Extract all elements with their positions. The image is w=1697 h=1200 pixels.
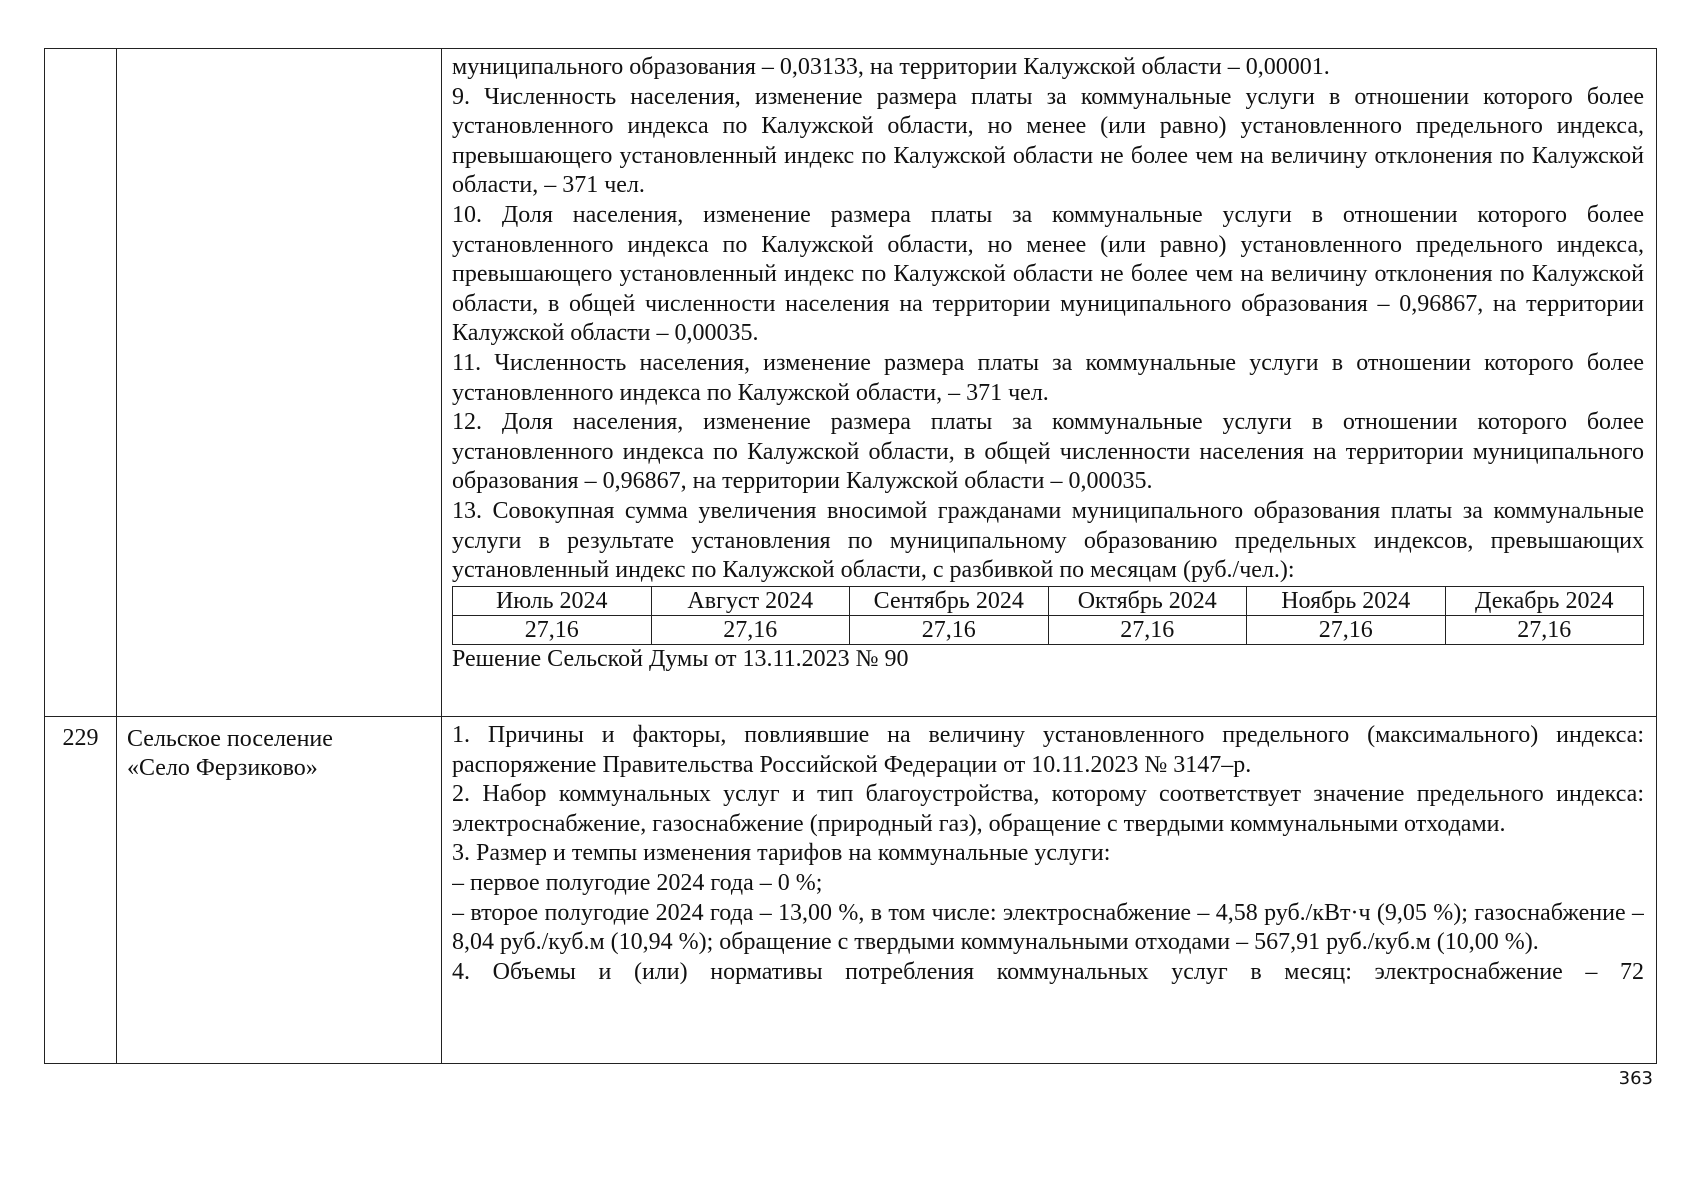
row-number-cell <box>45 49 117 717</box>
table-row <box>45 49 1657 717</box>
row-name-cell <box>117 717 442 1064</box>
month-cell: Декабрь 2024 <box>1445 586 1644 615</box>
month-cell: Октябрь 2024 <box>1048 586 1247 615</box>
value-cell: 27,16 <box>651 615 850 644</box>
paragraph: 9. Численность населения, изменение размера платы за коммунальные услуги в отношении которого более установленного индекса по Калужской области, но менее (или равно) установленного предельного индекса, превышающего установленный индекс по Калужской области не более чем на величину отклонения по Калужской области, – 371 чел. <box>452 83 1644 199</box>
value-cell: 27,16 <box>1247 615 1446 644</box>
content-clip <box>452 721 1644 1063</box>
paragraph: – второе полугодие 2024 года – 13,00 %, в том числе: электроснабжение – 4,58 руб./кВт·ч (9,05 %); газоснабжение – 8,04 руб./куб.м (10,94 %); обращение с твердыми коммунальными отходами – 567,91 руб./куб.м (10,00 %). <box>452 899 1644 956</box>
paragraph: 2. Набор коммунальных услуг и тип благоустройства, которому соответствует значение предельного индекса: электроснабжение, газоснабжение (природный газ), обращение с твердыми коммунальными отходами. <box>452 781 1644 837</box>
paragraph: 11. Численность населения, изменение размера платы за коммунальные услуги в отношении которого более установленного индекса по Калужской области, – 371 чел. <box>452 349 1644 406</box>
monthly-amounts-table <box>452 586 1644 645</box>
paragraph: 3. Размер и темпы изменения тарифов на коммунальные услуги: <box>452 840 1111 867</box>
row-name-cell <box>117 49 442 717</box>
value-cell: 27,16 <box>850 615 1049 644</box>
paragraph: 12. Доля населения, изменение размера платы за коммунальные услуги в отношении которого более установленного индекса по Калужской области, в общей численности населения на территории муниципального образования – 0,96867, на территории Калужской области – 0,00035. <box>452 409 1644 495</box>
value-cell: 27,16 <box>453 615 652 644</box>
row-number-cell: 229 <box>45 717 117 1064</box>
month-cell: Ноябрь 2024 <box>1247 586 1446 615</box>
settlement-name-line: Сельское поселение <box>127 726 333 752</box>
months-header-row <box>453 586 1644 615</box>
document-table <box>44 48 1657 1064</box>
paragraph: – первое полугодие 2024 года – 0 %; <box>452 869 823 896</box>
month-cell: Июль 2024 <box>453 586 652 615</box>
row-content-cell <box>442 49 1657 717</box>
paragraph: 4. Объемы и (или) нормативы потребления коммунальных услуг в месяц: электроснабжение – 72 <box>452 958 1644 985</box>
months-value-row <box>453 615 1644 644</box>
paragraph: 1. Причины и факторы, повлиявшие на величину установленного предельного (максимального) индекса: распоряжение Правительства Российской Федерации от 10.11.2023 № 3147–р. <box>452 722 1644 778</box>
decision-reference: Решение Сельской Думы от 13.11.2023 № 90 <box>452 645 909 672</box>
paragraph: 13. Совокупная сумма увеличения вносимой гражданами муниципального образования платы за коммунальные услуги в результате установления по муниципальному образованию предельных индексов, превышающих установленный индекс по Калужской области, с разбивкой по месяцам (руб./чел.): <box>452 497 1644 584</box>
value-cell: 27,16 <box>1445 615 1644 644</box>
value-cell: 27,16 <box>1048 615 1247 644</box>
row-content-cell <box>442 717 1657 1064</box>
paragraph: 10. Доля населения, изменение размера платы за коммунальные услуги в отношении которого более установленного индекса по Калужской области, но менее (или равно) установленного предельного индекса, превышающего установленный индекс по Калужской области не более чем на величину отклонения по Калужской области, в общей численности населения на территории муниципального образования – 0,96867, на территории Калужской области – 0,00035. <box>452 201 1644 347</box>
page-number: 363 <box>1618 1068 1653 1089</box>
table-row <box>45 717 1657 1064</box>
month-cell: Август 2024 <box>651 586 850 615</box>
month-cell: Сентябрь 2024 <box>850 586 1049 615</box>
settlement-name-line: «Село Ферзиково» <box>127 755 318 781</box>
paragraph: муниципального образования – 0,03133, на территории Калужской области – 0,00001. <box>452 54 1330 80</box>
